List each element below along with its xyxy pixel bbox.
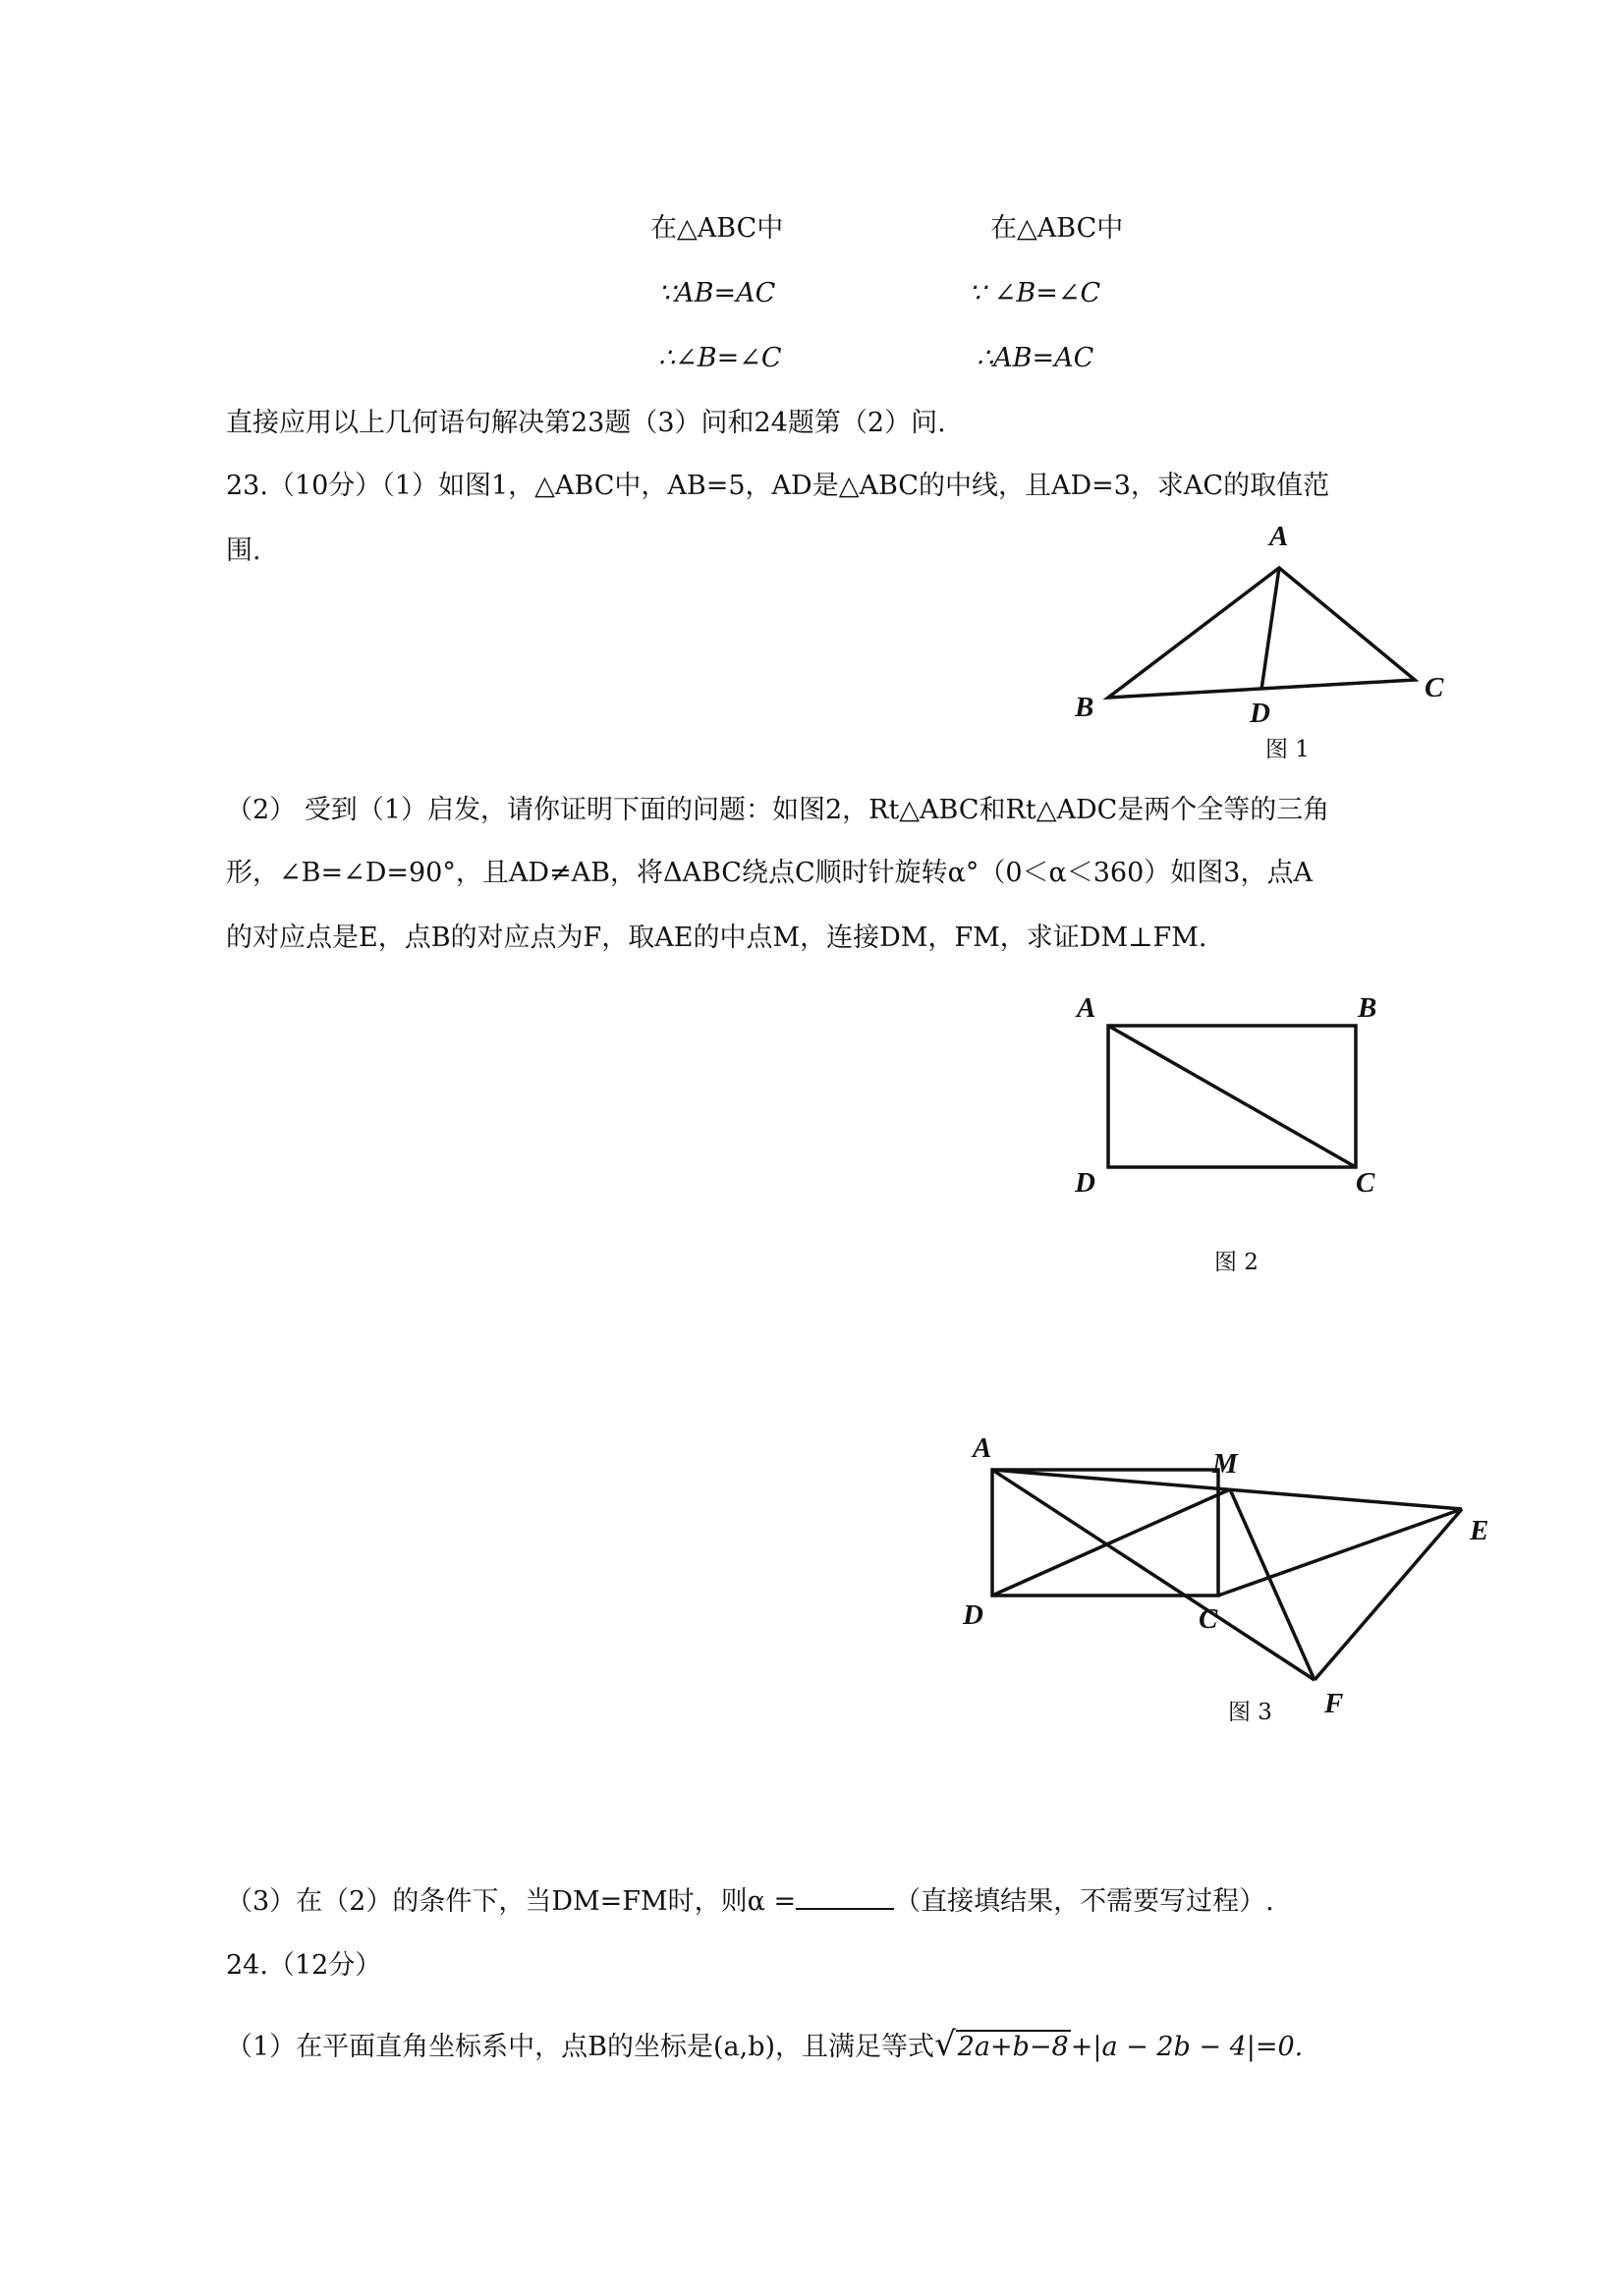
fig3-label-c: C [1199,1603,1218,1635]
syllogism-right-line2: ∵ ∠B=∠C [969,278,1101,308]
fig3-label-d: D [963,1599,983,1631]
fig1-label-d: D [1250,698,1270,729]
q23-part1-line2: 围. [226,535,261,566]
q23-part3-text: （3）在（2）的条件下，当DM=FM时，则α = [226,1886,797,1917]
q24-part1-line [226,2025,1304,2064]
syllogism-left-line1: 在△ABC中 [650,213,784,244]
q23-part3-line [226,1884,1274,1919]
fig1-label-c: C [1425,672,1444,703]
syllogism-left-line2: ∵AB=AC [658,278,776,308]
q24-title: 24.（12分） [226,1950,382,1981]
sqrt-expression [934,2025,1071,2064]
fig2-label-b: B [1358,992,1377,1024]
fig3-label-a: A [973,1432,992,1464]
fig2-label-d: D [1075,1167,1095,1199]
q23-part1-line1: 23.（10分）（1）如图1，△ABC中，AB=5，AD是△ABC的中线，且AD=3，求AC的取值范 [226,471,1330,501]
fig2-label-a: A [1077,992,1096,1024]
q23-part3-text-end: （直接填结果，不需要写过程）. [894,1886,1274,1917]
fig2-caption: 图 2 [1214,1250,1259,1275]
fig3-caption: 图 3 [1228,1700,1272,1725]
q23-part2-line1: （2） 受到（1）启发，请你证明下面的问题：如图2，Rt△ABC和Rt△ADC是两个全等的三角 [226,795,1330,825]
q24-part1-text: （1）在平面直角坐标系中，点B的坐标是(a,b)，且满足等式 [226,2032,935,2062]
fig3-rectangle-abcd [992,1470,1218,1596]
fig3-label-f: F [1324,1688,1344,1719]
fig1-label-a: A [1269,521,1289,552]
fig3-segment-dm [992,1489,1230,1596]
fig2-label-c: C [1356,1167,1375,1199]
intro-text: 直接应用以上几何语句解决第23题（3）问和24题第（2）问. [226,408,946,438]
syllogism-right-line3: ∴AB=AC [977,343,1094,373]
q23-part2-line3: 的对应点是E，点B的对应点为F，取AE的中点M，连接DM，FM，求证DM⊥FM. [226,923,1207,953]
radical-sign: √ [934,2025,956,2064]
syllogism-left-line3: ∴∠B=∠C [658,343,782,373]
answer-blank[interactable] [796,1884,894,1910]
fig1-caption: 图 1 [1265,737,1310,762]
syllogism-right-line1: 在△ABC中 [990,213,1124,244]
fig1-label-b: B [1075,692,1094,723]
q24-abs-expression: +|a − 2b − 4|=0. [1070,2032,1304,2062]
q23-part2-line2: 形，∠B=∠D=90°，且AD≠AB，将ΔABC绕点C顺时针旋转α°（0＜α＜360）如图3，点A [226,858,1313,888]
fig3-label-m: M [1212,1448,1238,1480]
fig3-label-e: E [1470,1515,1489,1546]
radicand: 2a+b−8 [957,2032,1069,2062]
